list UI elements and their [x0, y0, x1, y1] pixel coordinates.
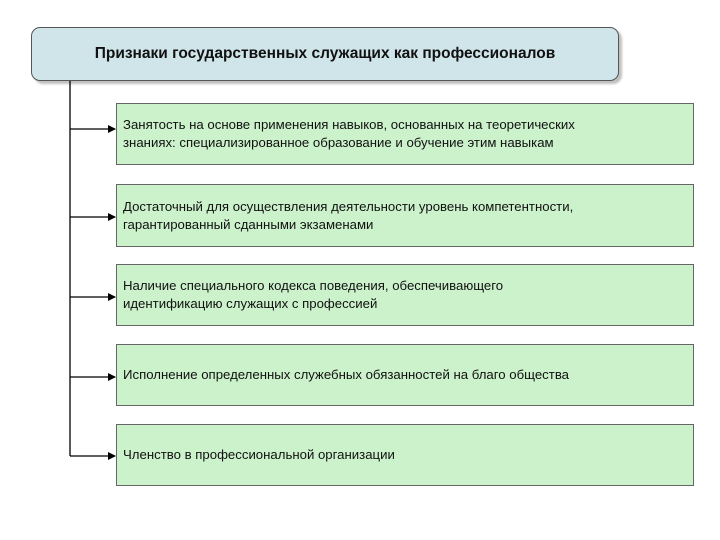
- diagram-title: Признаки государственных служащих как профессионалов: [94, 45, 556, 62]
- item-text-3: Наличие специального кодекса поведения, обеспечивающего идентификацию служащих с профессией: [123, 278, 504, 311]
- item-box-4: [116, 344, 694, 406]
- item-box-5: [116, 424, 694, 486]
- item-box-2: [116, 184, 694, 247]
- item-text-2: Достаточный для осуществления деятельности уровень компетентности, гарантированный сданными экзаменами: [123, 198, 574, 232]
- item-text-4: Исполнение определенных служебных обязанностей на благо общества: [123, 367, 570, 382]
- item-box-3: [116, 264, 694, 326]
- item-box-1: [116, 103, 694, 165]
- item-text-5: Членство в профессиональной организации: [123, 447, 395, 462]
- item-text-1: Занятость на основе применения навыков, основанных на теоретических знаниях: специализированное образование и обучение этим навыкам: [123, 117, 575, 150]
- diagram-title-box: [31, 27, 619, 81]
